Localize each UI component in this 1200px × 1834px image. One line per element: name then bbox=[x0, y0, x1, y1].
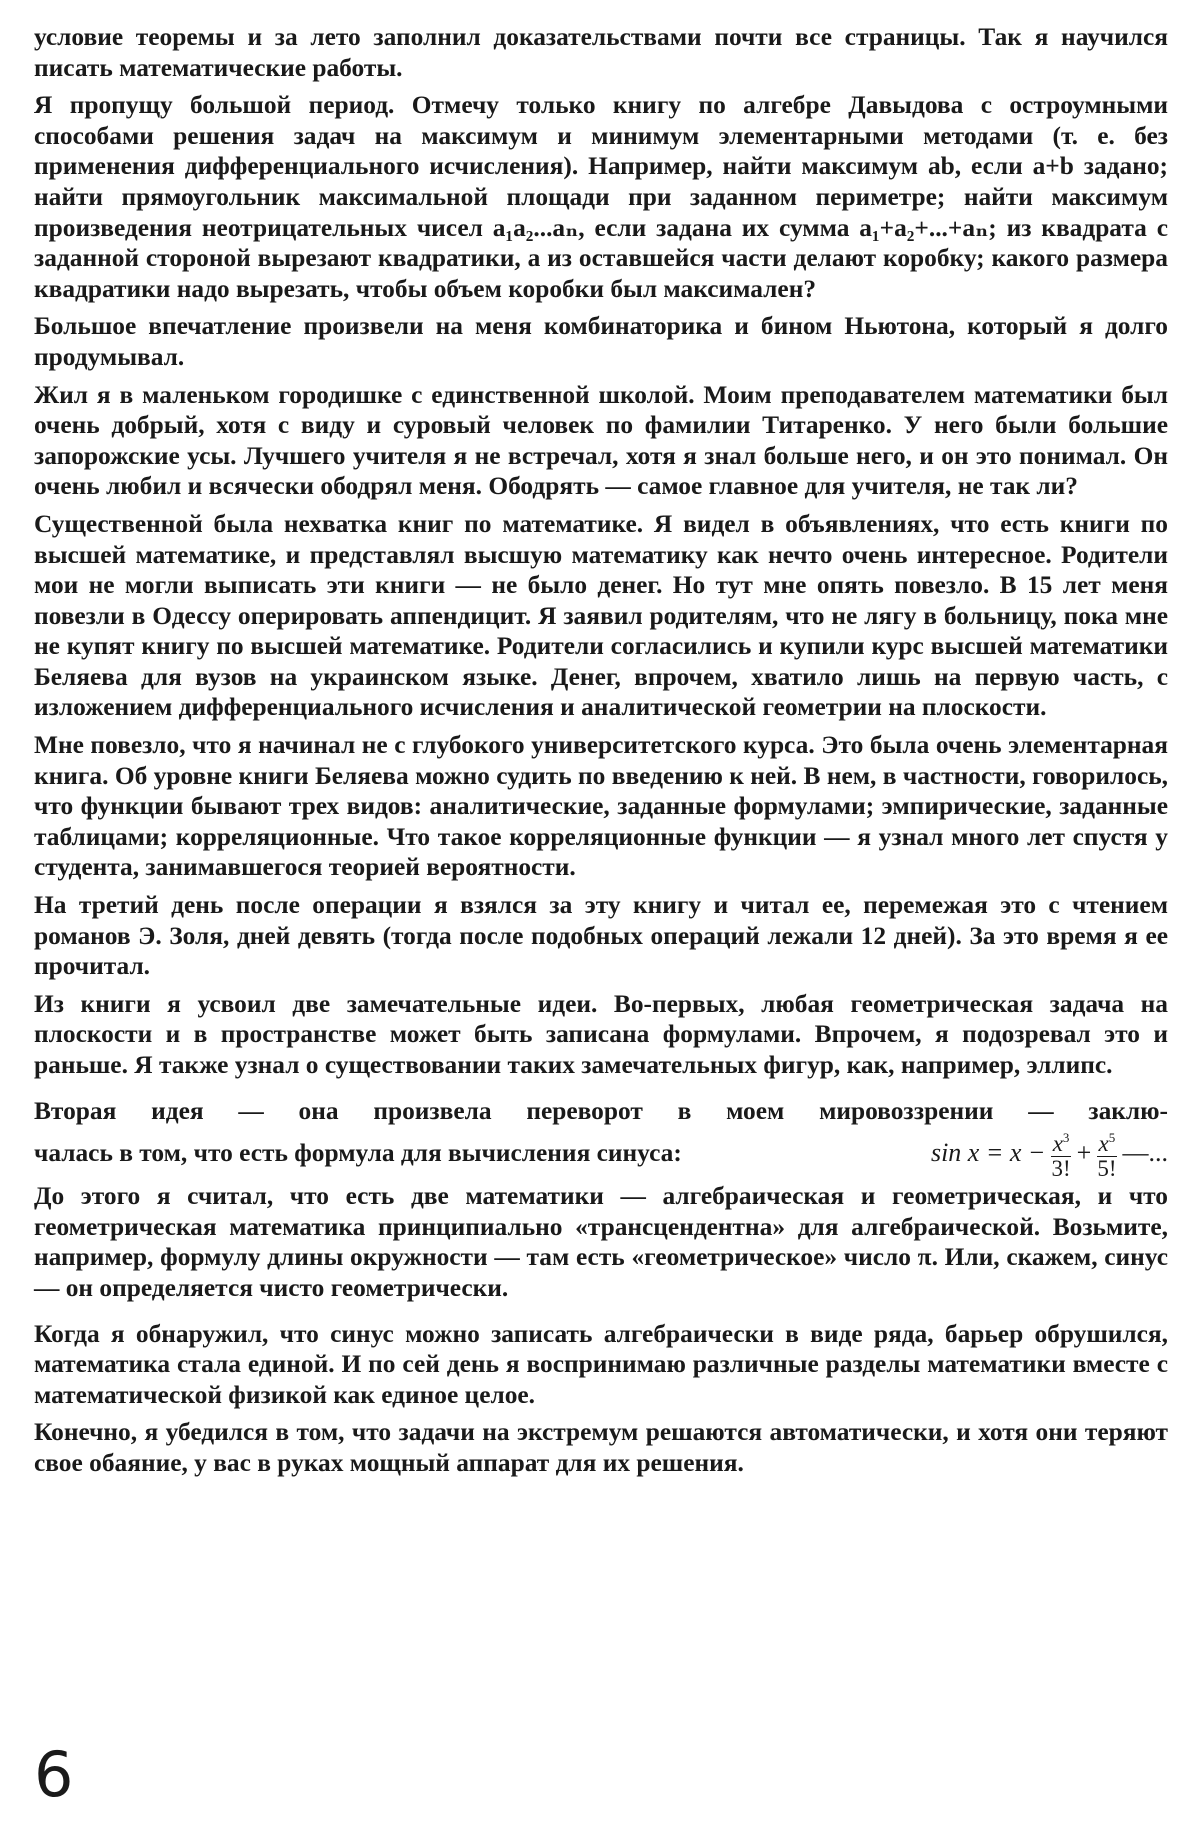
paragraph-5: Существенной была нехватка книг по математике. Я видел в объявлениях, что есть книги по высшей математике, и представлял высшую математику как нечто очень интересное. Родители мои не могли выписать эти книги — не было денег. Но тут мне опять повезло. В 15 лет меня повезли в Одессу оперировать аппендицит. Я заявил родителям, что не лягу в больницу, пока мне не купят книгу по высшей математике. Родители согласились и купили курс высшей математики Беляева для вузов на украинском языке. Денег, впрочем, хватило лишь на первую часть, с изложением дифференциального исчисления и аналитической геометрии на плоскости. bbox=[34, 509, 1168, 722]
term-1-denominator: 3! bbox=[1051, 1156, 1071, 1182]
formula-term-2 bbox=[1095, 1126, 1118, 1181]
formula-term-1 bbox=[1049, 1126, 1072, 1181]
formula-lhs: sin x = x − bbox=[930, 1138, 1046, 1168]
paragraph-4: Жил я в маленьком городишке с единственной школой. Моим преподавателем математики был очень добрый, хотя с виду и суровый человек по фамилии Титаренко. У него были большие запорожские усы. Лучшего учителя я не встречал, хотя я знал больше него, и он это понимал. Он очень любил и всячески ободрял меня. Ободрять — самое главное для учителя, не так ли? bbox=[34, 380, 1168, 501]
formula-plus: + bbox=[1076, 1138, 1092, 1168]
formula-paragraph bbox=[34, 1096, 1168, 1182]
paragraph-8: Из книги я усвоил две замечательные идеи. Во-первых, любая геометрическая задача на плоскости и в пространстве может быть записана формулами. Впрочем, я подозревал это и раньше. Я также узнал о существовании таких замечательных фигур, как, например, эллипс. bbox=[34, 989, 1168, 1079]
paragraph-1: условие теоремы и за лето заполнил доказательствами почти все страницы. Так я научился писать математические работы. bbox=[34, 23, 1168, 82]
paragraph-9: До этого я считал, что есть две математики — алгебраическая и геометрическая, и что геометрическая математика принципиально «трансцендентна» для алгебраической. Возьмите, например, формулу длины окружности — там есть «геометрическое» число π. Или, скажем, синус — он определяется чисто геометрически. bbox=[34, 1182, 1168, 1302]
paragraph-11: Конечно, я убедился в том, что задачи на экстремум решаются автоматически, и хотя они теряют свое обаяние, у вас в руках мощный аппарат для их решения. bbox=[34, 1418, 1168, 1477]
page-body bbox=[34, 22, 1168, 1479]
paragraph-3: Большое впечатление произвели на меня комбинаторика и бином Ньютона, который я долго продумывал. bbox=[34, 312, 1168, 371]
paragraph-7: На третий день после операции я взялся за эту книгу и читал ее, перемежая это с чтением романов Э. Золя, дней девять (тогда после подобных операций лежали 12 дней). За это время я ее прочитал. bbox=[34, 891, 1168, 981]
formula-paragraph-line-1: Вторая идея — она произвела переворот в моем мировоззрении — заклю- bbox=[34, 1096, 1168, 1125]
term-2-numerator: x bbox=[1098, 1131, 1109, 1157]
page-number: 6 bbox=[34, 1738, 74, 1811]
paragraph-2: Я пропущу большой период. Отмечу только книгу по алгебре Давыдова с остроумными способами решения задач на максимум и минимум элементарными методами (т. е. без применения дифференциального исчисления). Например, найти максимум ab, если a+b задано; найти прямоугольник максимальной площади при заданном периметре; найти максимум произведения неотрицательных чисел a₁a₂...aₙ, если задана их сумма a₁+a₂+...+aₙ; из квадрата с заданной стороной вырезают квадратики, а из оставшейся части делают коробку; какого размера квадратики надо вырезать, чтобы объем коробки был максимален? bbox=[34, 91, 1168, 303]
paragraph-10: Когда я обнаружил, что синус можно записать алгебраически в виде ряда, барьер обрушился, математика стала единой. И по сей день я воспринимаю различные разделы математики вместе с математической физикой как единое целое. bbox=[34, 1319, 1168, 1409]
formula-intro-text: чалась в том, что есть формула для вычисления синуса: bbox=[34, 1139, 682, 1168]
sine-series-formula bbox=[931, 1126, 1168, 1181]
term-2-exponent: 5 bbox=[1108, 1130, 1116, 1146]
term-2-denominator: 5! bbox=[1097, 1156, 1117, 1182]
formula-paragraph-line-2 bbox=[34, 1126, 1168, 1181]
paragraph-6: Мне повезло, что я начинал не с глубокого университетского курса. Это была очень элементарная книга. Об уровне книги Беляева можно судить по введению к ней. В нем, в частности, говорилось, что функции бывают трех видов: аналитические, заданные формулами; эмпирические, заданные таблицами; корреляционные. Что такое корреляционные функции — я узнал много лет спустя у студента, занимавшегося теорией вероятности. bbox=[34, 731, 1168, 882]
term-1-numerator: x bbox=[1052, 1131, 1063, 1157]
term-1-exponent: 3 bbox=[1062, 1130, 1070, 1146]
formula-tail: —... bbox=[1122, 1138, 1168, 1168]
